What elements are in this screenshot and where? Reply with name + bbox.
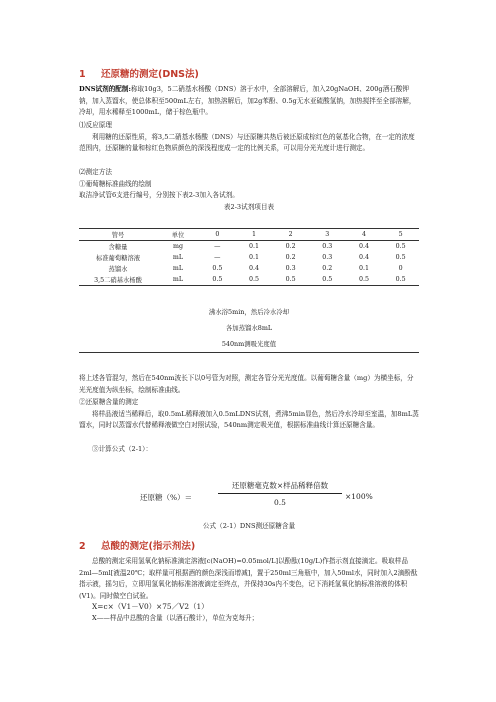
- table-cell: 蒸馏水: [108, 266, 128, 273]
- table-steps: [79, 304, 419, 353]
- table-row: [79, 274, 419, 286]
- method-heading: ⑵测定方法: [79, 168, 112, 176]
- table-header-cell: 4: [361, 231, 366, 238]
- section-2-heading: [79, 538, 419, 552]
- table-cell: 标准葡萄糖溶液: [95, 255, 141, 262]
- table-row: [79, 252, 419, 263]
- total-acid-paragraph: 总酸的测定采用氢氧化钠标准滴定溶液[c(NaOH)=0.05mol/L]以酚酞(10g/L)作指示剂直接滴定。吸取样品2ml—5ml[液温20℃；取样量可根据酒的颜色深浅而增减]，置于250ml三角瓶中，加入50ml水，同时加入2滴酚酞指示液，摇匀后，立即用氢氧化钠标准溶液滴定至终点，并保持30s内不变色，记下消耗氢氧化钠标准溶液的体积(V1)。同时做空白试验。: [79, 557, 418, 600]
- table-header-cell: 3: [325, 231, 330, 238]
- table-cell: mL: [172, 265, 184, 272]
- table-cell: 0.5: [395, 254, 406, 261]
- table-row: [79, 263, 419, 274]
- table-cell: mL: [172, 276, 184, 283]
- principle-heading: ⑴反应原理: [79, 121, 112, 129]
- table-caption: 表2-3试剂项目表: [223, 203, 275, 211]
- table-cell: 0.5: [395, 276, 406, 283]
- section-1-title: 还原糖的测定(DNS法): [101, 69, 199, 80]
- table-cell: 含糖量: [108, 244, 128, 251]
- fraction-bar: [218, 493, 342, 494]
- table-row: [79, 241, 419, 253]
- table-cell: 0.3: [322, 243, 333, 250]
- table-cell: 0: [398, 265, 403, 272]
- table-cell: 0.5: [395, 243, 406, 250]
- curve-intro: 取洁净试管6支进行编号，分别按下表2-3加入各试剂。: [79, 191, 239, 199]
- sample-heading: ②还原糖含量的测定: [79, 398, 139, 406]
- total-acid-definition: X——样品中总酸的含量（以酒石酸计），单位为克每升；: [92, 614, 259, 622]
- table-header-cell: 单位: [171, 232, 185, 239]
- table-header-cell: 2: [288, 231, 293, 238]
- table-header-cell: 0: [215, 231, 220, 238]
- table-cell: 0.5: [285, 276, 296, 283]
- reagent-label: DNS试剂的配制:: [79, 85, 131, 93]
- table-header-cell: 管号: [111, 232, 125, 239]
- table-cell: 0.2: [322, 265, 333, 272]
- principle-paragraph: 利用糖的还原性质，将3,5二硝基水杨酸（DNS）与还原糖共热后被还原成棕红色的氨基化合物，在一定的浓度范围内，还原糖的量和棕红色物质颜色的深浅程度成一定的比例关系，可以用分光光度计进行测定。: [79, 132, 415, 152]
- table-step: 沸水浴5min，然后冷水冷却: [208, 308, 290, 316]
- table-cell: mg: [172, 243, 183, 250]
- table-cell: 0.5: [212, 265, 223, 272]
- total-acid-equation: X=c×（V1－V0）×75／V2（1）: [92, 602, 209, 611]
- sample-paragraph: 将样品液适当稀释后，取0.5mL稀释液加入0.5mLDNS试剂，煮沸5min显色，然后冷水冷却至室温，加8mL蒸馏水，同时以蒸馏水代替稀释液做空白对照试验，540nm测定吸光值，根据标准曲线计算还原糖含量。: [79, 409, 419, 429]
- section-2-title: 总酸的测定(指示剂法): [101, 541, 196, 552]
- formula-numerator: 还原糖毫克数×样品稀释倍数: [231, 481, 329, 490]
- table-step: 540nm测吸光度值: [221, 340, 277, 348]
- formula-heading: ③计算公式（2-1）：: [92, 445, 153, 453]
- table-step: 各加蒸馏水8mL: [225, 324, 273, 332]
- table-cell: 0.2: [285, 254, 296, 261]
- table-cell: 0.5: [212, 276, 223, 283]
- reagent-table: [79, 228, 419, 286]
- table-cell: mL: [172, 254, 184, 261]
- table-header-cell: 5: [398, 231, 403, 238]
- table-cell: 0.3: [322, 254, 333, 261]
- after-table-paragraph: 将上述各管混匀，然后在540nm波长下以0号管为对照，测定各管分光光度值。以葡萄糖含量（mg）为横坐标，分光光度值为纵坐标，绘制标准曲线。: [79, 374, 414, 394]
- table-cell: 0.4: [248, 265, 259, 272]
- table-cell: —: [214, 254, 221, 261]
- table-cell: 0.5: [248, 276, 259, 283]
- table-cell: 0.4: [358, 243, 369, 250]
- table-cell: 3,5二硝基水杨酸: [94, 277, 142, 284]
- table-header-cell: 1: [251, 231, 256, 238]
- reagent-paragraph: [79, 84, 419, 119]
- curve-heading: ①葡萄糖标准曲线的绘制: [79, 179, 152, 188]
- table-cell: 0.1: [248, 243, 259, 250]
- table-cell: 0.5: [322, 276, 333, 283]
- table-cell: 0.3: [285, 265, 296, 272]
- table-cell: 0.5: [358, 276, 369, 283]
- table-cell: 0.1: [248, 254, 259, 261]
- table-cell: 0.4: [358, 254, 369, 261]
- section-1-heading: [79, 66, 419, 80]
- table-cell: —: [214, 243, 221, 250]
- reagent-text: 称取10g3，5二硝基水杨酸（DNS）溶于水中，全部溶解后，加入20gNaOH、200g酒石酸钾钠，加入蒸馏水，使总体积至500mL左右，加热溶解后，加2g苯酚、0.5g无水亚硫酸氢钠，加热搅拌至全部溶解，冷却，用水稀释至1000mL，储于棕色瓶中。: [79, 85, 416, 116]
- formula-denominator: 0.5: [274, 498, 286, 507]
- section-1-number: 1: [79, 69, 86, 80]
- table-cell: 0.2: [285, 243, 296, 250]
- formula-caption: 公式（2-1）DNS测还原糖含量: [202, 522, 296, 530]
- section-2-number: 2: [79, 541, 86, 552]
- formula-multiplier: ×100%: [345, 492, 373, 501]
- formula-lhs: 还原糖（%）＝: [140, 493, 193, 502]
- table-cell: 0.1: [358, 265, 369, 272]
- formula: [140, 480, 400, 514]
- table-header-row: [79, 229, 419, 241]
